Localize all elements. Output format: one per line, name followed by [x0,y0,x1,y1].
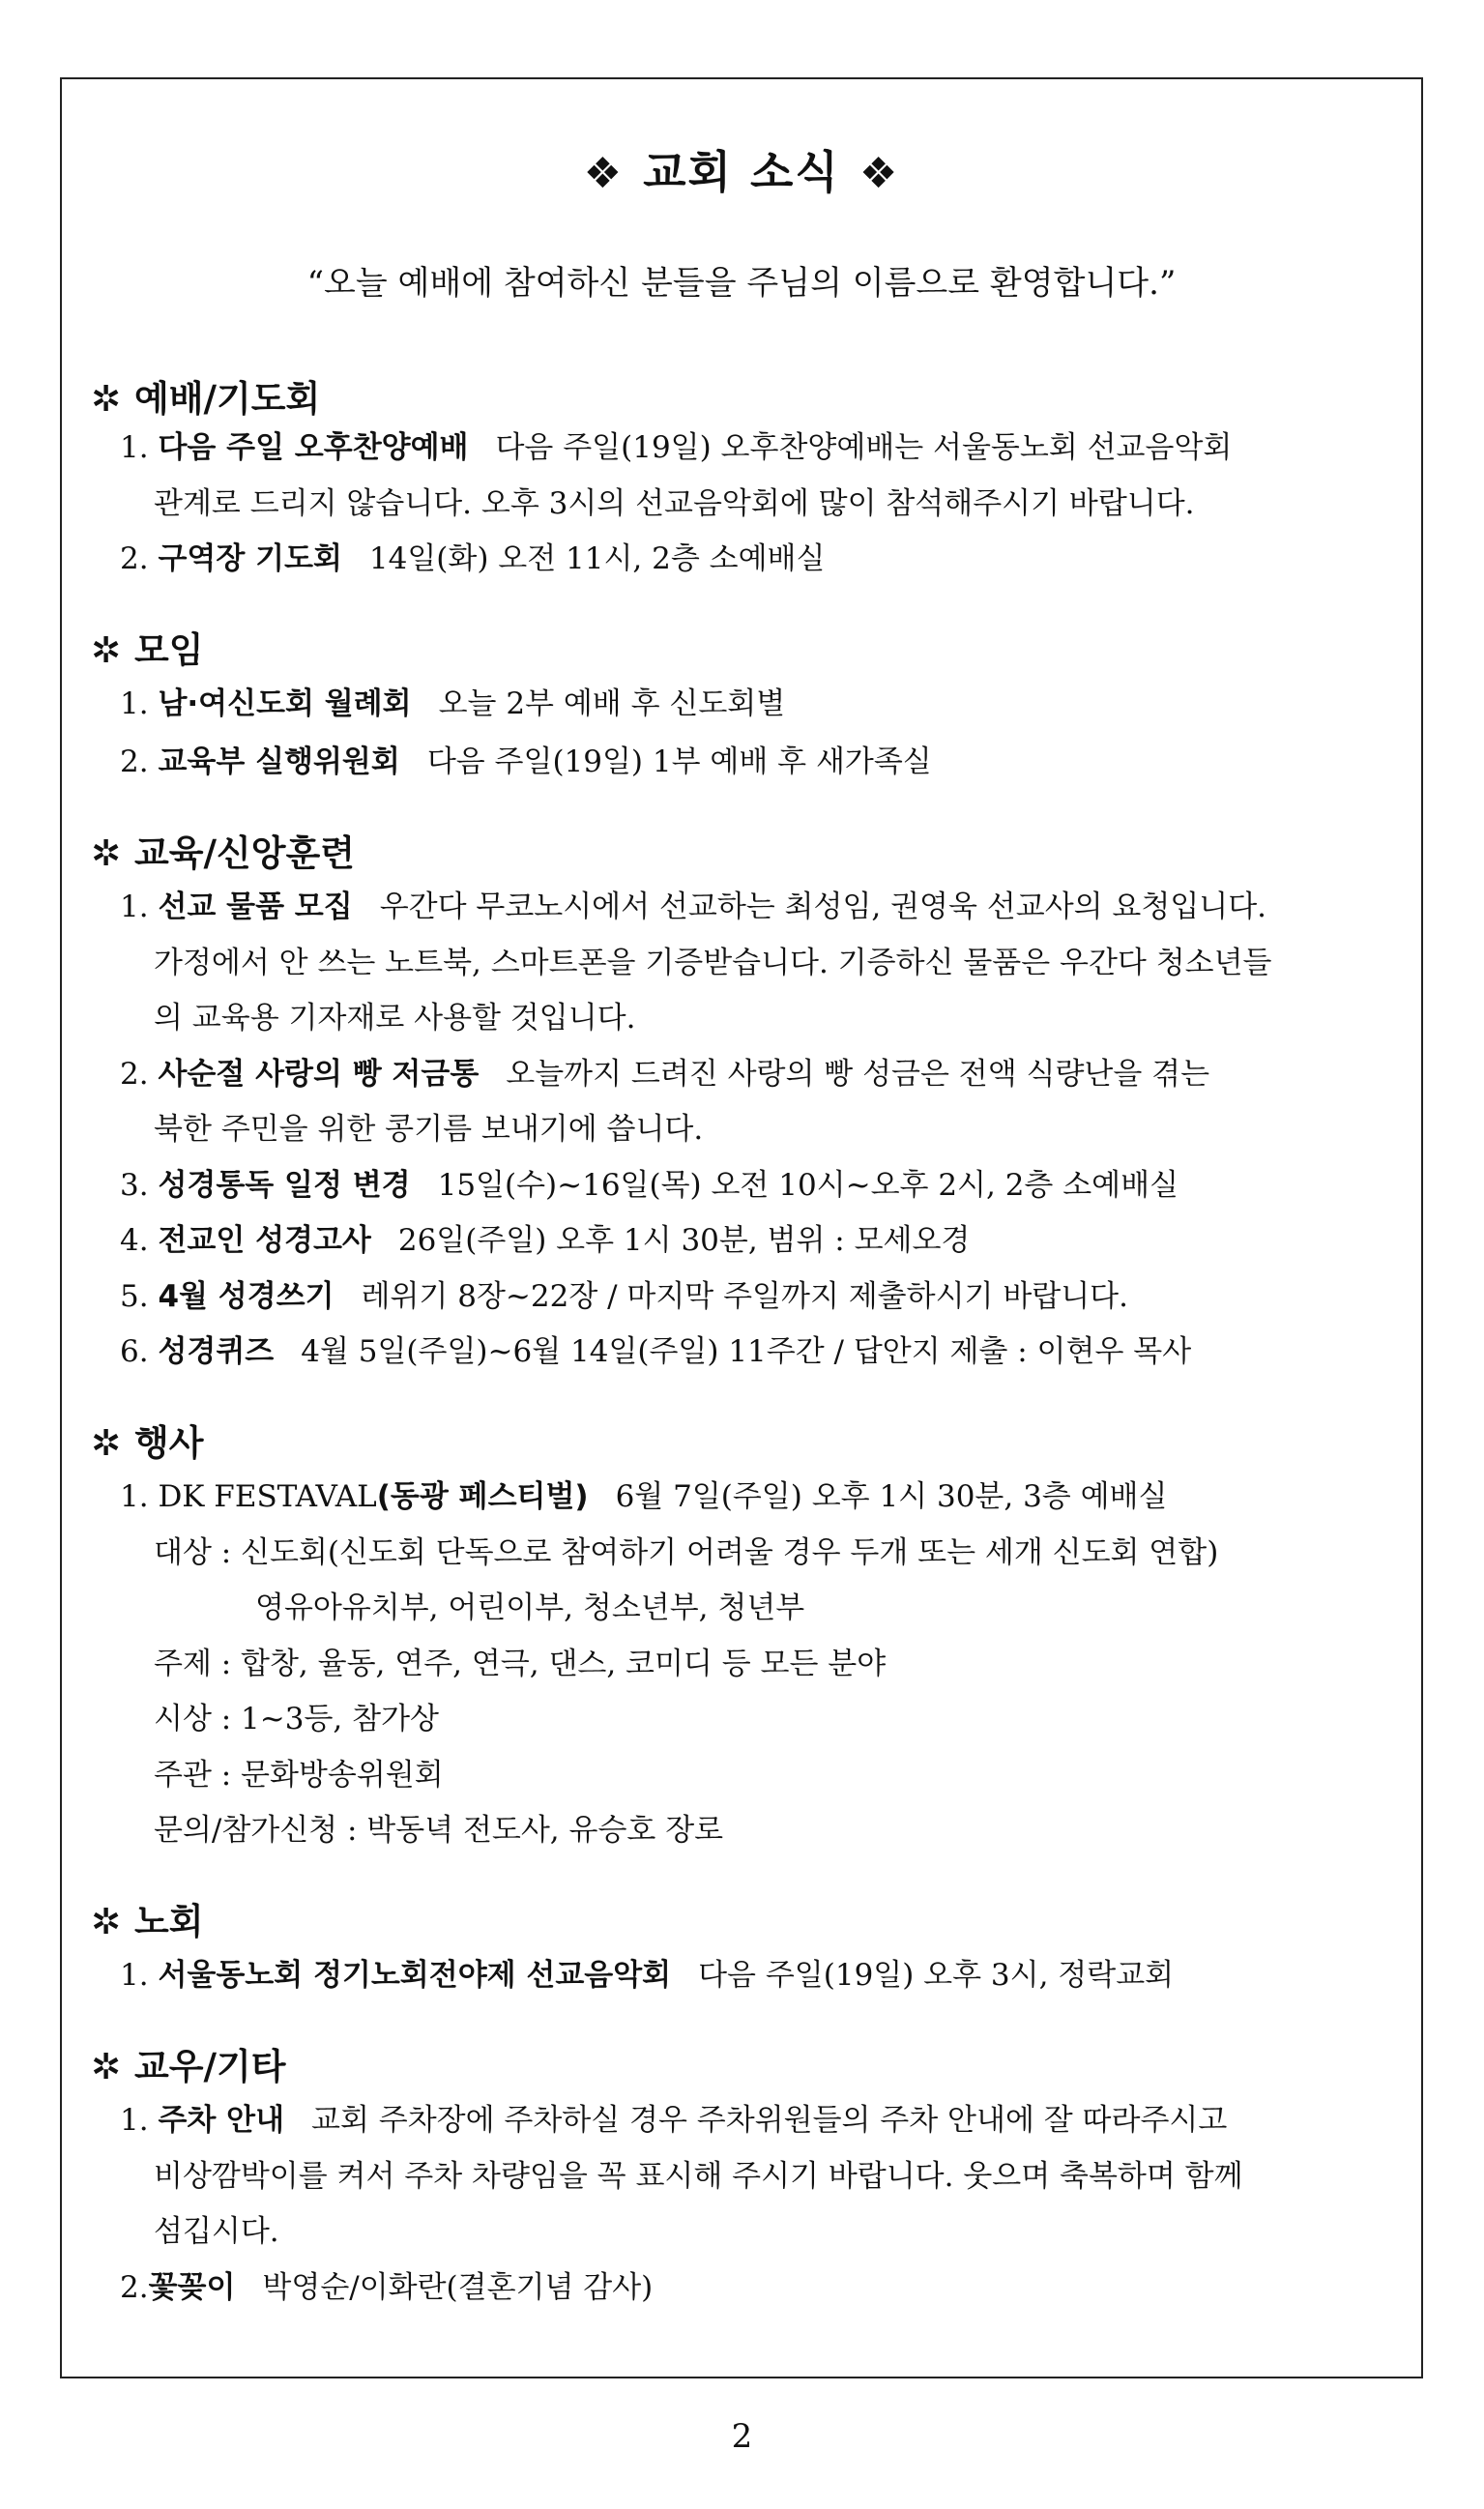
section-heading-worship: ✲ 예배/기도회 [91,378,321,420]
list-item: 2. 구역장 기도회 14일(화) 오전 11시, 2층 소예배실 [120,541,826,576]
event-detail: 영유아유치부, 어린이부, 청소년부, 청년부 [255,1590,805,1625]
list-item: 1. DK FESTAVAL(동광 페스티벌) 6월 7일(주일) 오후 1시 30분, 3층 예배실 [120,1479,1168,1514]
event-detail: 주관 : 문화방송위원회 [154,1758,444,1793]
asterisk-bullet-icon: ✲ [91,1422,122,1464]
welcome-greeting: “오늘 예배에 참여하신 분들을 주님의 이름으로 환영합니다.” [306,264,1177,303]
list-item-continuation: 북한 주민을 위한 콩기름 보내기에 씁니다. [154,1112,704,1147]
list-item-continuation: 섬깁시다. [154,2214,279,2249]
asterisk-bullet-icon: ✲ [91,832,122,874]
list-item: 3. 성경통독 일정 변경 15일(수)~16일(목) 오전 10시~오후 2시, 2층 소예배실 [120,1168,1179,1203]
page-number: 2 [731,2417,753,2456]
list-item: 1. 주차 안내 교회 주차장에 주차하실 경우 주차위원들의 주차 안내에 잘 따라주시고 [120,2103,1228,2138]
section-heading-meeting: ✲ 모임 [91,629,204,671]
list-item-continuation: 비상깜박이를 켜서 주차 차량임을 꼭 표시해 주시기 바랍니다. 웃으며 축복하며 함께 [154,2159,1243,2194]
list-item-continuation: 의 교육용 기자재로 사용할 것입니다. [154,1001,636,1036]
list-item: 5. 4월 성경쓰기 레위기 8장~22장 / 마지막 주일까지 제출하시기 바랍니다. [120,1279,1128,1314]
diamond-ornament-icon: ❖ [858,149,900,198]
list-item: 2. 사순절 사랑의 빵 저금통 오늘까지 드려진 사랑의 빵 성금은 전액 식량난을 겪는 [120,1057,1210,1092]
event-detail: 주제 : 합창, 율동, 연주, 연극, 댄스, 코미디 등 모든 분야 [154,1647,887,1681]
section-heading-presbytery: ✲ 노회 [91,1901,204,1942]
section-heading-education: ✲ 교육/신앙훈련 [91,832,355,874]
list-item-continuation: 관계로 드리지 않습니다. 오후 3시의 선교음악회에 많이 참석해주시기 바랍니다. [154,486,1195,521]
section-heading-events: ✲ 행사 [91,1422,204,1464]
event-detail: 시상 : 1~3등, 참가상 [154,1702,439,1736]
page-title [62,137,1421,201]
asterisk-bullet-icon: ✲ [91,1901,122,1942]
list-item: 2.꽃꽂이 박영순/이화란(결혼기념 감사) [120,2270,654,2305]
asterisk-bullet-icon: ✲ [91,2046,122,2087]
list-item: 1. 서울동노회 정기노회전야제 선교음악회 다음 주일(19일) 오후 3시, 정락교회 [120,1958,1175,1993]
section-heading-members: ✲ 교우/기타 [91,2046,286,2087]
title-text: 교회 소식 [643,146,840,198]
asterisk-bullet-icon: ✲ [91,629,122,671]
event-detail: 대상 : 신도회(신도회 단독으로 참여하기 어려울 경우 두개 또는 세개 신도회 연합) [154,1535,1219,1570]
list-item-continuation: 가정에서 안 쓰는 노트북, 스마트폰을 기증받습니다. 기증하신 물품은 우간다 청소년들 [154,946,1272,980]
news-frame [60,77,1423,2378]
asterisk-bullet-icon: ✲ [91,378,122,420]
list-item: 1. 다음 주일 오후찬양예배 다음 주일(19일) 오후찬양예배는 서울동노회 선교음악회 [120,430,1233,465]
diamond-ornament-icon: ❖ [583,149,625,198]
list-item: 1. 선교 물품 모집 우간다 무코노시에서 선교하는 최성임, 권영욱 선교사의 요청입니다. [120,890,1267,924]
list-item: 2. 교육부 실행위원회 다음 주일(19일) 1부 예배 후 새가족실 [120,744,932,779]
list-item: 6. 성경퀴즈 4월 5일(주일)~6월 14일(주일) 11주간 / 답안지 제출 : 이현우 목사 [120,1334,1192,1369]
list-item: 1. 남·여신도회 월례회 오늘 2부 예배 후 신도회별 [120,686,786,721]
event-detail: 문의/참가신청 : 박동녁 전도사, 유승호 장로 [154,1813,724,1848]
list-item: 4. 전교인 성경고사 26일(주일) 오후 1시 30분, 범위 : 모세오경 [120,1223,971,1258]
